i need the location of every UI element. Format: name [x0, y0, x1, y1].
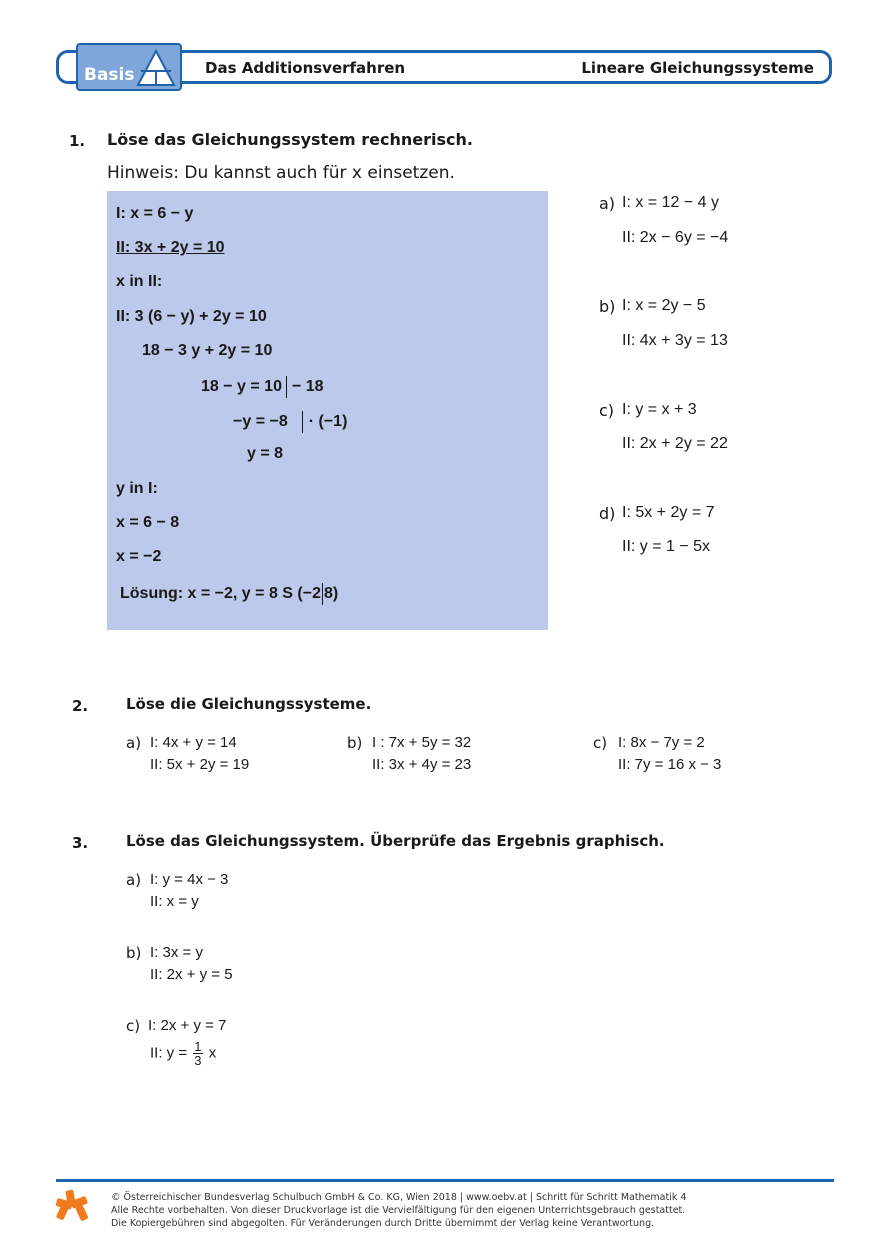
basis-label: Basis	[84, 65, 135, 85]
example-solution	[120, 583, 338, 605]
equation-1: I: y = 4x − 3	[150, 871, 229, 888]
task1-title: Löse das Gleichungssystem rechnerisch.	[107, 130, 473, 149]
example-line: 18 − 3 y + 2y = 10	[142, 342, 273, 359]
example-line	[201, 376, 324, 398]
example-line: I: x = 6 − y	[116, 205, 194, 222]
example-line: x in II:	[116, 273, 163, 290]
example-equation: −y = −8	[233, 413, 288, 431]
item-label: b)	[347, 734, 363, 752]
equation-prefix: II: y =	[150, 1044, 188, 1062]
footer-divider	[56, 1179, 834, 1182]
example-line: x = −2	[116, 548, 162, 565]
fraction-numerator: 1	[194, 1039, 202, 1054]
equation-1: I : 7x + 5y = 32	[372, 734, 472, 751]
equation-2: II: 7y = 16 x − 3	[618, 756, 722, 773]
example-equation: 18 − y = 10	[201, 378, 282, 396]
task3-title: Löse das Gleichungssystem. Überprüfe das Ergebnis graphisch.	[126, 832, 665, 850]
equation-2: II: 2x − 6y = −4	[622, 229, 729, 246]
equation-2: II: y = 1 − 5x	[622, 538, 711, 555]
example-line: II: 3x + 2y = 10	[116, 239, 225, 256]
solution-point: 8)	[323, 585, 339, 603]
example-operation: − 18	[291, 378, 324, 396]
fraction	[193, 1040, 202, 1067]
equation-2: II: 2x + y = 5	[150, 966, 233, 983]
task2-title: Löse die Gleichungssysteme.	[126, 695, 372, 713]
example-operation: · (−1)	[308, 413, 348, 431]
item-label: a)	[126, 871, 142, 889]
item-label: d)	[599, 504, 616, 523]
equation-2: II: 3x + 4y = 23	[372, 756, 472, 773]
equation-1: I: x = 2y − 5	[622, 297, 706, 314]
solution-text: Lösung: x = −2, y = 8 S (−2	[120, 585, 321, 603]
item-label: c)	[599, 401, 615, 420]
equation-1: I: y = x + 3	[622, 401, 697, 418]
footer-disclaimer: Die Kopiergebühren sind abgegolten. Für Veränderungen durch Dritte übernimmt der Verlag keine Verantwortung.	[111, 1218, 655, 1229]
equation-1: I: 2x + y = 7	[148, 1017, 227, 1034]
item-label: c)	[126, 1017, 141, 1035]
equation-1: I: 8x − 7y = 2	[618, 734, 705, 751]
equation-2: II: 2x + 2y = 22	[622, 435, 728, 452]
task2-number: 2.	[72, 697, 89, 715]
header-title-left: Das Additionsverfahren	[205, 59, 406, 77]
item-label: b)	[126, 944, 142, 962]
equation-2-with-fraction	[150, 1040, 216, 1067]
equation-2: II: x = y	[150, 893, 199, 910]
footer-rights: Alle Rechte vorbehalten. Von dieser Druckvorlage ist die Vervielfältigung für den eigenen Unterrichtsgebrauch gestattet.	[111, 1205, 686, 1216]
publisher-logo-icon	[54, 1188, 90, 1226]
item-label: a)	[126, 734, 142, 752]
equation-1: I: x = 12 − 4 y	[622, 194, 719, 211]
item-label: b)	[599, 297, 616, 316]
equation-1: I: 5x + 2y = 7	[622, 504, 715, 521]
item-label: c)	[593, 734, 608, 752]
header-title-right: Lineare Gleichungssysteme	[581, 59, 814, 77]
footer-copyright: © Österreichischer Bundesverlag Schulbuch GmbH & Co. KG, Wien 2018 | www.oebv.at | Schritt für Schritt Mathematik 4	[111, 1192, 687, 1203]
example-line: y in I:	[116, 480, 158, 497]
equation-2: II: 4x + 3y = 13	[622, 332, 728, 349]
item-label: a)	[599, 194, 616, 213]
equation-1: I: 4x + y = 14	[150, 734, 237, 751]
task3-number: 3.	[72, 834, 89, 852]
equation-2: II: 5x + 2y = 19	[150, 756, 250, 773]
example-line: y = 8	[247, 445, 284, 462]
equation-1: I: 3x = y	[150, 944, 203, 961]
task1-number: 1.	[69, 132, 86, 150]
example-line: x = 6 − 8	[116, 514, 180, 531]
equation-suffix: x	[208, 1044, 217, 1062]
task1-hint: Hinweis: Du kannst auch für x einsetzen.	[107, 163, 455, 183]
example-line: II: 3 (6 − y) + 2y = 10	[116, 308, 267, 325]
example-line	[233, 411, 347, 433]
fraction-denominator: 3	[194, 1053, 202, 1068]
